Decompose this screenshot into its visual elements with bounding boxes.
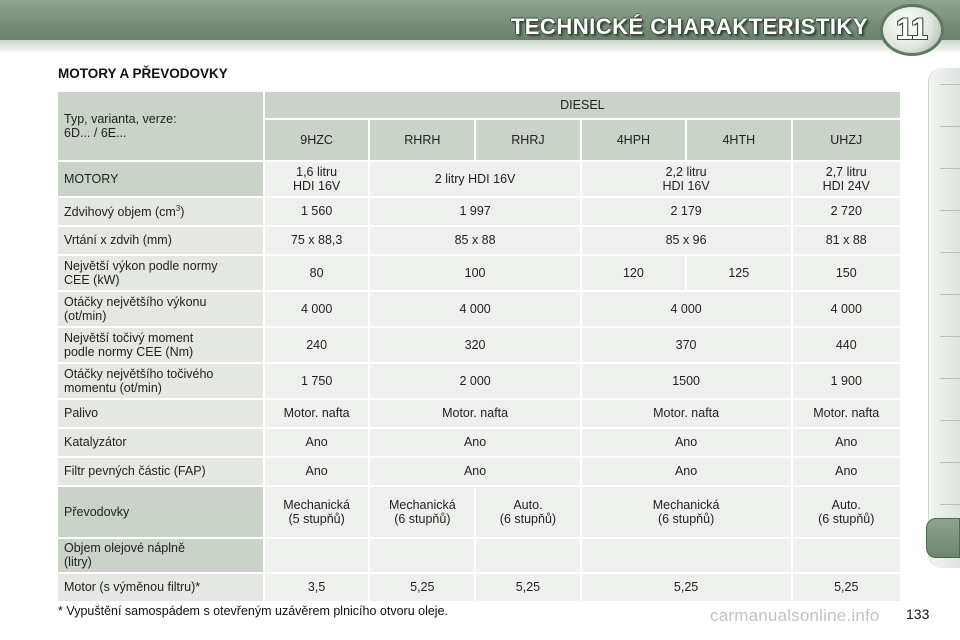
code-header: 4HTH bbox=[687, 120, 790, 160]
table-cell: 75 x 88,3 bbox=[265, 227, 369, 254]
table-cell: 5,25 bbox=[370, 574, 474, 601]
table-cell: 240 bbox=[265, 328, 369, 362]
table-cell: Ano bbox=[582, 429, 791, 456]
footnote: * Vypuštění samospádem s otevřeným uzávěrem plnicího otvoru oleje. bbox=[58, 604, 449, 618]
table-cell bbox=[582, 539, 791, 572]
table-cell: 100 bbox=[370, 256, 579, 290]
row-label: Největší točivý moment podle normy CEE (Nm) bbox=[58, 328, 263, 362]
table-cell: 80 bbox=[265, 256, 369, 290]
table-cell: Ano bbox=[265, 458, 369, 485]
engine-name: 2,7 litru HDI 24V bbox=[793, 162, 901, 196]
spec-table bbox=[56, 90, 902, 603]
table-cell: 120 bbox=[582, 256, 685, 290]
row-label: Palivo bbox=[58, 400, 263, 427]
tab-divider bbox=[940, 168, 960, 169]
table-cell: 4 000 bbox=[582, 292, 791, 326]
table-cell: 320 bbox=[370, 328, 579, 362]
table-cell: Ano bbox=[370, 458, 579, 485]
table-cell: 4 000 bbox=[265, 292, 369, 326]
table-cell: 1500 bbox=[582, 364, 791, 398]
code-header: UHZJ bbox=[793, 120, 901, 160]
table-cell: 81 x 88 bbox=[793, 227, 901, 254]
table-cell: 2 179 bbox=[582, 198, 791, 225]
page-number: 133 bbox=[906, 606, 930, 622]
engine-name: 2,2 litru HDI 16V bbox=[582, 162, 791, 196]
tab-divider bbox=[940, 504, 960, 505]
table-cell: 5,25 bbox=[476, 574, 579, 601]
header-highlight bbox=[0, 40, 960, 54]
row-label: Filtr pevných částic (FAP) bbox=[58, 458, 263, 485]
code-header: 4HPH bbox=[582, 120, 685, 160]
tab-divider bbox=[940, 462, 960, 463]
table-cell: Ano bbox=[793, 458, 901, 485]
table-cell: 5,25 bbox=[582, 574, 791, 601]
table-cell: 3,5 bbox=[265, 574, 369, 601]
gearbox-cell: Mechanická (6 stupňů) bbox=[370, 487, 474, 537]
chapter-tab-strip[interactable] bbox=[928, 68, 960, 568]
table-cell: 5,25 bbox=[793, 574, 901, 601]
table-cell: 4 000 bbox=[370, 292, 579, 326]
code-header: 9HZC bbox=[265, 120, 369, 160]
chapter-badge: 11 bbox=[880, 4, 944, 56]
table-cell: 1 560 bbox=[265, 198, 369, 225]
corner-label: Typ, varianta, verze: 6D... / 6E... bbox=[58, 92, 263, 160]
table-cell: 125 bbox=[687, 256, 790, 290]
table-cell: 85 x 88 bbox=[370, 227, 579, 254]
table-cell: Ano bbox=[793, 429, 901, 456]
tab-divider bbox=[940, 294, 960, 295]
section-title: MOTORY A PŘEVODOVKY bbox=[58, 66, 228, 81]
tab-divider bbox=[940, 336, 960, 337]
page-title: TECHNICKÉ CHARAKTERISTIKY bbox=[510, 14, 868, 39]
table-cell: 1 900 bbox=[793, 364, 901, 398]
table-cell: Ano bbox=[370, 429, 579, 456]
table-cell: 4 000 bbox=[793, 292, 901, 326]
tab-divider bbox=[940, 126, 960, 127]
chapter-tab-active[interactable] bbox=[926, 518, 960, 558]
row-label: Největší výkon podle normy CEE (kW) bbox=[58, 256, 263, 290]
table-cell: 370 bbox=[582, 328, 791, 362]
table-cell: Motor. nafta bbox=[370, 400, 579, 427]
fuel-group-header: DIESEL bbox=[265, 92, 900, 118]
table-cell: 2 720 bbox=[793, 198, 901, 225]
row-label: Katalyzátor bbox=[58, 429, 263, 456]
row-label: Otáčky největšího výkonu (ot/min) bbox=[58, 292, 263, 326]
gearbox-cell: Auto. (6 stupňů) bbox=[793, 487, 901, 537]
table-cell bbox=[370, 539, 474, 572]
gearbox-label: Převodovky bbox=[58, 487, 263, 537]
table-cell: 1 750 bbox=[265, 364, 369, 398]
table-cell: 2 000 bbox=[370, 364, 579, 398]
row-label: Vrtání x zdvih (mm) bbox=[58, 227, 263, 254]
row-label: Motor (s výměnou filtru)* bbox=[58, 574, 263, 601]
table-cell: 1 997 bbox=[370, 198, 579, 225]
engine-label: MOTORY bbox=[58, 162, 263, 196]
tab-divider bbox=[940, 210, 960, 211]
table-cell: 440 bbox=[793, 328, 901, 362]
table-cell: Motor. nafta bbox=[265, 400, 369, 427]
table-cell: Motor. nafta bbox=[582, 400, 791, 427]
table-cell: Ano bbox=[265, 429, 369, 456]
table-cell: Motor. nafta bbox=[793, 400, 901, 427]
table-cell: Ano bbox=[582, 458, 791, 485]
gearbox-cell: Mechanická (5 stupňů) bbox=[265, 487, 369, 537]
table-cell bbox=[265, 539, 369, 572]
table-cell: 85 x 96 bbox=[582, 227, 791, 254]
table-cell bbox=[476, 539, 579, 572]
table-cell: 150 bbox=[793, 256, 901, 290]
engine-name: 1,6 litru HDI 16V bbox=[265, 162, 369, 196]
gearbox-cell: Mechanická (6 stupňů) bbox=[582, 487, 791, 537]
tab-divider bbox=[940, 252, 960, 253]
row-label: Zdvihový objem $(cm^3)$ bbox=[58, 198, 263, 225]
tab-divider bbox=[940, 420, 960, 421]
table-cell bbox=[793, 539, 901, 572]
tab-divider bbox=[940, 84, 960, 85]
watermark: carmanualsonline.info bbox=[710, 606, 880, 625]
engine-name: 2 litry HDI 16V bbox=[370, 162, 579, 196]
tab-divider bbox=[940, 378, 960, 379]
code-header: RHRH bbox=[370, 120, 474, 160]
code-header: RHRJ bbox=[476, 120, 579, 160]
oil-label: Objem olejové náplně (litry) bbox=[58, 539, 263, 572]
row-label: Otáčky největšího točivého momentu (ot/min) bbox=[58, 364, 263, 398]
gearbox-cell: Auto. (6 stupňů) bbox=[476, 487, 579, 537]
